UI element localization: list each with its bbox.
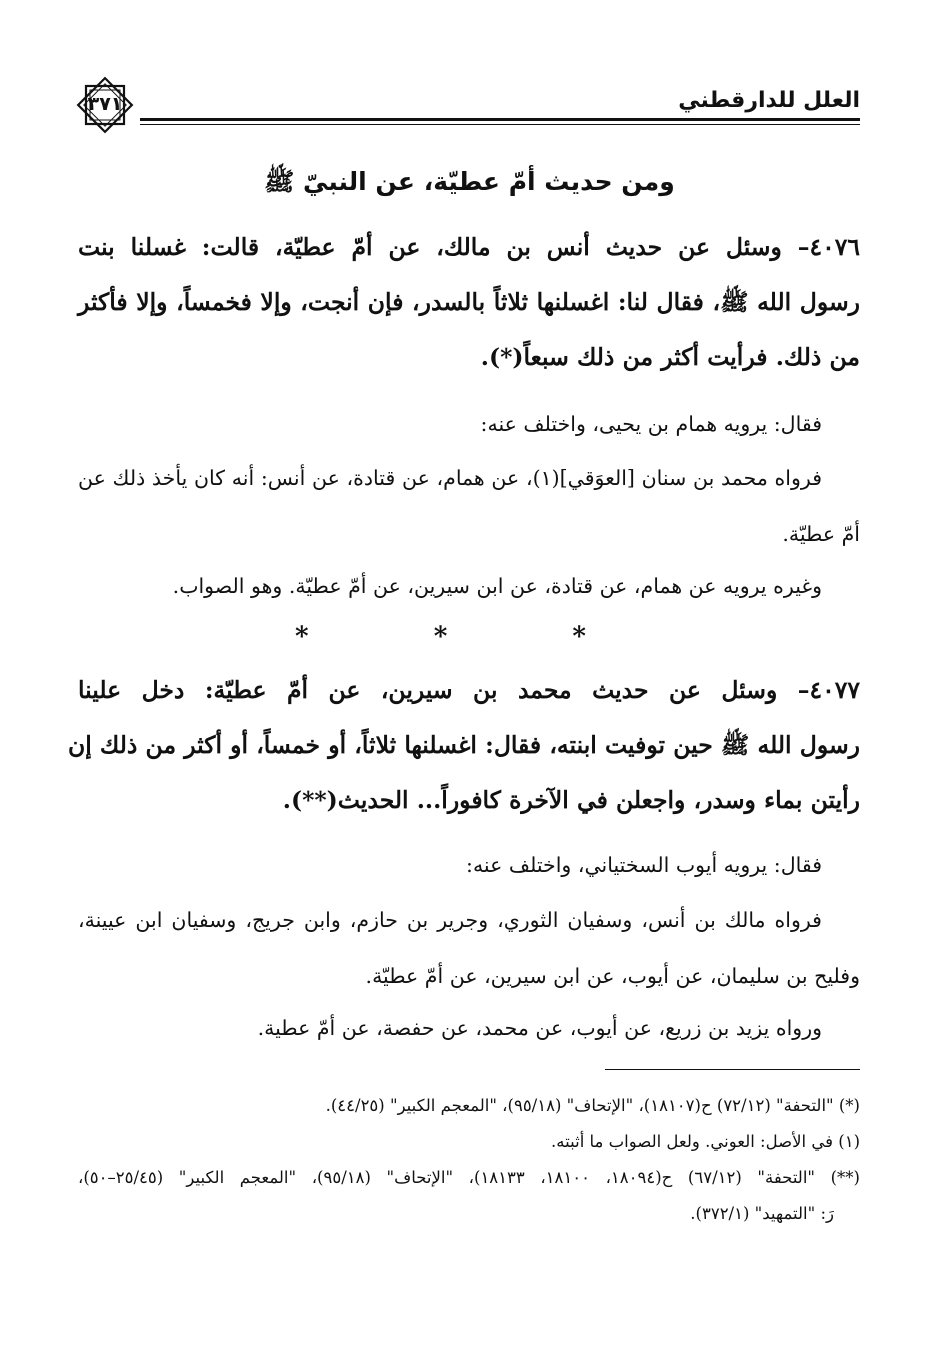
- footnote: (*) "التحفة" (٧٢/١٢) ح(١٨١٠٧)، "الإتحاف" (٩٥/١٨)، "المعجم الكبير" (٤٤/٢٥).: [325, 1096, 860, 1115]
- header-rule-thick: [140, 118, 860, 121]
- entry-4077-paragraph: فقال: يرويه أيوب السختياني، واختلف عنه:: [466, 853, 822, 877]
- entry-4077-paragraph: ورواه يزيد بن زريع، عن أيوب، عن محمد، عن حفصة، عن أمّ عطية.: [257, 1016, 822, 1040]
- entry-4077-line-1: ٤٠٧٧– وسئل عن حديث محمد بن سيرين، عن أمّ عطيّة: دخل علينا: [78, 676, 860, 704]
- page-header: [70, 72, 860, 138]
- entry-4076-line-1: ٤٠٧٦– وسئل عن حديث أنس بن مالك، عن أمّ عطيّة، قالت: غسلنا بنت: [78, 233, 860, 261]
- section-title: ومن حديث أمّ عطيّة، عن النبيّ ﷺ: [264, 167, 675, 196]
- entry-4076-line-3: من ذلك. فرأيت أكثر من ذلك سبعاً(*).: [480, 343, 860, 371]
- section-separator: * * *: [295, 622, 644, 652]
- entry-4076-paragraph: فرواه محمد بن سنان [العوَقي](١)، عن همام، عن قتادة، عن أنس: أنه كان يأخذ ذلك عن أمّ عطيّة.: [78, 466, 860, 546]
- entry-4077-line-2: رسول الله ﷺ حين توفيت ابنته، فقال: اغسلنها ثلاثاً، أو خمساً، أو أكثر من ذلك إن: [67, 731, 860, 759]
- page-number: ٣٧١: [87, 93, 123, 115]
- entry-4077-line-3: رأيتن بماء وسدر، واجعلن في الآخرة كافوراً... الحديث(**).: [282, 786, 860, 814]
- footnote-separator: [605, 1069, 860, 1070]
- header-rule-thin: [140, 124, 860, 125]
- running-title: العلل للدارقطني: [678, 88, 860, 113]
- entry-4077-paragraph: فرواه مالك بن أنس، وسفيان الثوري، وجرير بن حازم، وابن جريج، وسفيان ابن عيينة، وفليح بن سليمان، عن أيوب، عن ابن سيرين، عن أمّ عطيّة.: [78, 908, 860, 988]
- entry-4076-paragraph: فقال: يرويه همام بن يحيى، واختلف عنه:: [480, 412, 822, 436]
- footnote-continuation: رَ: "التمهيد" (٣٧٢/١).: [690, 1204, 834, 1223]
- page-number-ornament: [74, 74, 136, 136]
- footnote: (**) "التحفة" (٦٧/١٢) ح(١٨٠٩٤، ١٨١٠٠، ١٨١٣٣)، "الإتحاف" (٩٥/١٨)، "المعجم الكبير" (٢٥/٤٥–٥٠)،: [78, 1168, 860, 1187]
- entry-4076-paragraph: وغيره يرويه عن همام، عن قتادة، عن ابن سيرين، عن أمّ عطيّة. وهو الصواب.: [172, 574, 822, 598]
- entry-4076-line-2: رسول الله ﷺ، فقال لنا: اغسلنها ثلاثاً بالسدر، فإن أنجت، وإلا فخمساً، وإلا فأكثر: [78, 288, 860, 316]
- footnote: (١) في الأصل: العوني. ولعل الصواب ما أثبته.: [551, 1132, 860, 1151]
